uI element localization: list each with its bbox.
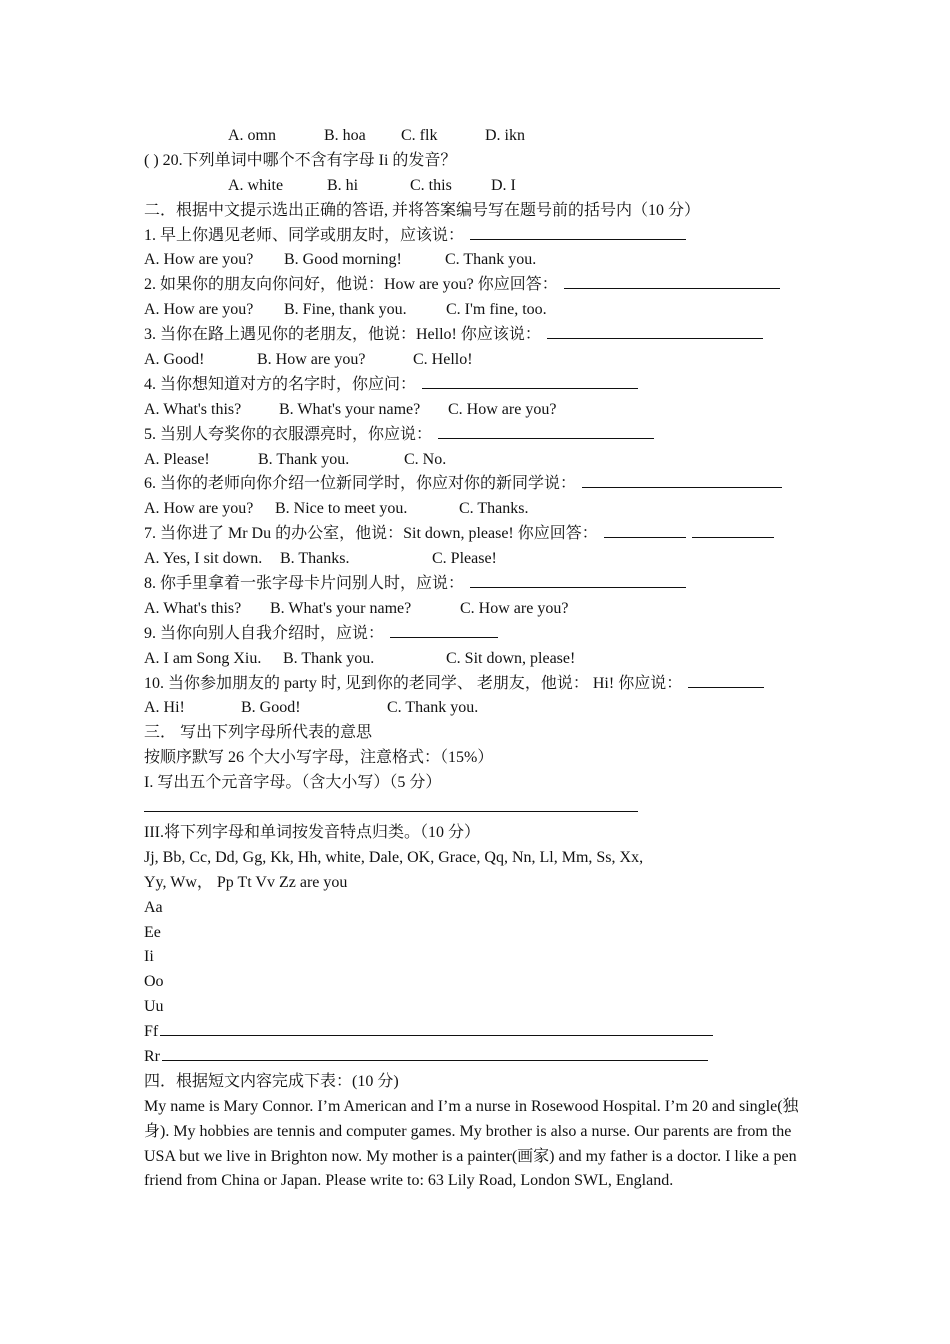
- vowels-instruction: I. 写出五个元音字母。（含大小写）（5 分）: [144, 774, 442, 792]
- option-c: C. No.: [404, 450, 447, 468]
- section2-options-10: [144, 696, 814, 721]
- option-c: C. Sit down, please!: [446, 649, 576, 667]
- question-text: 4. 当你想知道对方的名字时，你应问：: [144, 375, 417, 393]
- reading-passage: My name is Mary Connor. I’m American and I’m a nurse in Rosewood Hospital. I’m 20 and single(独身). My hobbies are tennis and computer games. My brother is also a nurse. Our parents are from the USA but we live in Brighton now. My mother is a painter(画家) and my father is a doctor. I like a pen friend from China or Japan. Please write to: 63 Lily Road, London SWL, England.: [144, 1097, 799, 1190]
- option-c: C. How are you?: [448, 400, 557, 418]
- q19-option-d: D. ikn: [485, 127, 525, 144]
- answer-blank[interactable]: [470, 224, 686, 240]
- answer-blank[interactable]: [390, 622, 498, 638]
- section2-options-2: [144, 298, 814, 323]
- option-c: C. I'm fine, too.: [446, 301, 547, 319]
- option-a: A. How are you?: [144, 500, 254, 518]
- vowels-answer-line: [144, 796, 814, 821]
- option-c: C. How are you?: [460, 599, 569, 617]
- answer-blank[interactable]: [688, 672, 764, 688]
- section2-options-7: [144, 547, 814, 572]
- option-c: C. Thank you.: [445, 251, 537, 269]
- row-label: Ff: [144, 1023, 159, 1041]
- section2-options-3: [144, 348, 814, 373]
- question-text: 9. 当你向别人自我介绍时，应说：: [144, 624, 385, 642]
- section2-options-1: [144, 248, 814, 273]
- q20-option-a: A. white: [228, 176, 284, 194]
- classify-row-oo: Oo: [144, 973, 164, 991]
- option-b: B. How are you?: [257, 351, 366, 369]
- answer-blank[interactable]: [547, 323, 763, 339]
- dictation-instruction: 按顺序默写 26 个大小写字母，注意格式：（15%）: [144, 749, 494, 767]
- section2-options-6: [144, 497, 814, 522]
- option-a: A. Good!: [144, 351, 205, 369]
- classify-row-rr: [144, 1045, 814, 1070]
- option-a: A. I am Song Xiu.: [144, 649, 262, 667]
- classify-row-ee: Ee: [144, 923, 161, 941]
- section2-question-9: [144, 622, 814, 647]
- question-text: 5. 当别人夸奖你的衣服漂亮时，你应说：: [144, 425, 433, 443]
- question-text: 10. 当你参加朋友的 party 时, 见到你的老同学、 老朋友，他说： Hi! 你应说：: [144, 674, 683, 692]
- question-text: 8. 你手里拿着一张字母卡片问别人时，应说：: [144, 575, 465, 593]
- classify-words-1: Jj, Bb, Cc, Dd, Gg, Kk, Hh, white, Dale, OK, Grace, Qq, Nn, Ll, Mm, Ss, Xx,: [144, 848, 644, 866]
- option-c: C. Thanks.: [459, 500, 529, 518]
- q19-option-b: B. hoa: [324, 127, 366, 144]
- q20-question: ( ) 20.下列单词中哪个不含有字母 Ii 的发音？: [144, 151, 457, 169]
- option-a: A. Please!: [144, 450, 210, 468]
- section2-question-3: [144, 323, 814, 348]
- section2-question-7: [144, 522, 814, 547]
- section2-question-8: [144, 572, 814, 597]
- worksheet-page: [144, 124, 814, 1194]
- option-b: B. Thanks.: [280, 550, 350, 568]
- classify-row-ff: [144, 1020, 814, 1045]
- question-text: 3. 当你在路上遇见你的老朋友，他说：Hello! 你应该说：: [144, 326, 541, 344]
- option-b: B. Thank you.: [283, 649, 375, 667]
- section2-question-2: [144, 273, 814, 298]
- q19-option-c: C. flk: [401, 127, 438, 144]
- section2-title: 二．根据中文提示选出正确的答语, 并将答案编号写在题号前的括号内（10 分）: [144, 201, 701, 219]
- section2-options-4: [144, 398, 814, 423]
- option-b: B. What's your name?: [270, 599, 412, 617]
- option-b: B. Nice to meet you.: [275, 500, 408, 518]
- answer-blank[interactable]: [582, 472, 782, 488]
- classify-row-uu: Uu: [144, 998, 164, 1016]
- classify-instruction: III.将下列字母和单词按发音特点归类。（10 分）: [144, 823, 480, 841]
- option-b: B. What's your name?: [279, 400, 421, 418]
- answer-blank-2[interactable]: [692, 522, 774, 538]
- answer-blank[interactable]: [470, 572, 686, 588]
- question-text: 7. 当你进了 Mr Du 的办公室，他说：Sit down, please! 你应回答：: [144, 525, 598, 543]
- classify-words-2: Yy, Ww， Pp Tt Vv Zz are you: [144, 873, 348, 891]
- answer-blank[interactable]: [564, 273, 780, 289]
- q20-option-d: D. I: [491, 176, 516, 194]
- option-a: A. Yes, I sit down.: [144, 550, 263, 568]
- option-a: A. What's this?: [144, 599, 242, 617]
- section2-options-5: [144, 448, 814, 473]
- option-a: A. How are you?: [144, 301, 254, 319]
- q20-options: [144, 174, 814, 199]
- section2-question-10: [144, 672, 814, 697]
- ff-answer-blank[interactable]: [160, 1020, 713, 1036]
- option-a: A. What's this?: [144, 400, 242, 418]
- section4-title: 四．根据短文内容完成下表：(10 分): [144, 1072, 399, 1090]
- classify-row-aa: Aa: [144, 898, 163, 916]
- option-a: A. How are you?: [144, 251, 254, 269]
- option-b: B. Good!: [241, 699, 301, 717]
- answer-blank[interactable]: [438, 423, 654, 439]
- answer-blank[interactable]: [422, 373, 638, 389]
- q19-options: [144, 124, 814, 149]
- q20-option-b: B. hi: [327, 176, 359, 194]
- question-text: 6. 当你的老师向你介绍一位新同学时，你应对你的新同学说：: [144, 475, 577, 493]
- classify-row-ii: Ii: [144, 948, 154, 966]
- section3-title: 三． 写出下列字母所代表的意思: [144, 724, 373, 742]
- rr-answer-blank[interactable]: [162, 1045, 708, 1061]
- option-b: B. Good morning!: [284, 251, 402, 269]
- answer-blank[interactable]: [604, 522, 686, 538]
- section2-question-5: [144, 423, 814, 448]
- section2-question-6: [144, 472, 814, 497]
- question-text: 1. 早上你遇见老师、同学或朋友时，应该说：: [144, 226, 465, 244]
- question-text: 2. 如果你的朋友向你问好，他说：How are you? 你应回答：: [144, 276, 558, 294]
- section2-question-4: [144, 373, 814, 398]
- option-b: B. Thank you.: [258, 450, 350, 468]
- section2-options-9: [144, 647, 814, 672]
- option-b: B. Fine, thank you.: [284, 301, 407, 319]
- option-c: C. Thank you.: [387, 699, 479, 717]
- option-c: C. Hello!: [413, 351, 473, 369]
- q20-option-c: C. this: [410, 176, 452, 194]
- row-label: Rr: [144, 1047, 160, 1065]
- option-a: A. Hi!: [144, 699, 185, 717]
- q19-option-a: A. omn: [228, 127, 276, 144]
- section2-question-1: [144, 224, 814, 249]
- option-c: C. Please!: [432, 550, 497, 568]
- section2-options-8: [144, 597, 814, 622]
- vowels-answer-blank[interactable]: [144, 796, 638, 812]
